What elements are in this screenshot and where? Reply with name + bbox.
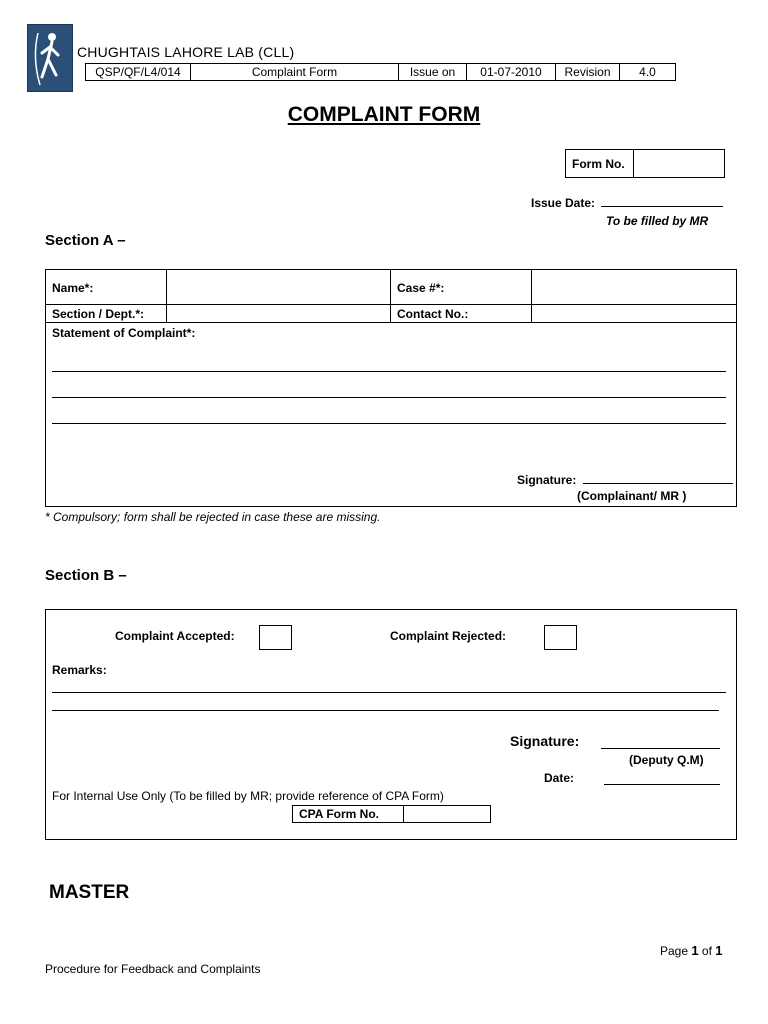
- remarks-line-1[interactable]: [52, 692, 726, 693]
- page-total: 1: [715, 943, 723, 958]
- cpa-label: CPA Form No.: [293, 806, 404, 822]
- rejected-checkbox[interactable]: [544, 625, 577, 650]
- signature-b-label: Signature:: [510, 733, 580, 749]
- lab-name: CHUGHTAIS LAHORE LAB (CLL): [77, 44, 295, 60]
- statement-line-1[interactable]: [52, 371, 726, 372]
- statement-label: Statement of Complaint*:: [52, 326, 196, 340]
- section-a-heading: Section A –: [45, 232, 126, 249]
- signer-a-label: (Complainant/ MR ): [577, 489, 687, 503]
- issue-label: Issue on: [399, 64, 467, 81]
- revision-label: Revision: [556, 64, 620, 81]
- page-prefix: Page: [660, 944, 692, 958]
- page-current: 1: [691, 943, 699, 958]
- form-title: COMPLAINT FORM: [287, 103, 481, 126]
- accepted-label: Complaint Accepted:: [115, 629, 235, 643]
- compulsory-note: * Compulsory; form shall be rejected in case these are missing.: [45, 510, 381, 524]
- form-no-label: Form No.: [566, 150, 634, 177]
- form-no-box: [565, 149, 725, 178]
- internal-note: For Internal Use Only (To be filled by MR; provide reference of CPA Form): [52, 789, 444, 803]
- section-a-box: [45, 269, 737, 507]
- statement-line-2[interactable]: [52, 397, 726, 398]
- issue-date: [531, 196, 723, 210]
- page-of: of: [698, 944, 716, 958]
- remarks-label: Remarks:: [52, 663, 107, 677]
- accepted-checkbox[interactable]: [259, 625, 292, 650]
- mr-note: To be filled by MR: [606, 214, 709, 228]
- revision-value: 4.0: [620, 64, 676, 81]
- signature-a: [517, 473, 733, 487]
- document-control-table: [85, 63, 676, 81]
- signature-a-label: Signature:: [517, 473, 577, 487]
- name-field[interactable]: [167, 270, 389, 304]
- issue-value: 01-07-2010: [467, 64, 556, 81]
- case-label: Case #*:: [397, 281, 445, 295]
- contact-label: Contact No.:: [397, 307, 469, 321]
- remarks-line-2[interactable]: [52, 710, 719, 711]
- contact-field[interactable]: [532, 305, 736, 322]
- lab-logo: [27, 24, 73, 92]
- cpa-field[interactable]: [404, 806, 490, 822]
- section-b-heading: Section B –: [45, 567, 127, 584]
- date-field[interactable]: [604, 784, 720, 785]
- page-number: [660, 943, 723, 958]
- form-no-field[interactable]: [634, 150, 724, 177]
- issue-date-field[interactable]: [601, 206, 723, 207]
- signature-a-field[interactable]: [583, 483, 733, 484]
- name-label: Name*:: [52, 281, 94, 295]
- case-field[interactable]: [532, 270, 736, 304]
- doc-title: Complaint Form: [191, 64, 399, 81]
- section-dept-label: Section / Dept.*:: [52, 307, 145, 321]
- cpa-form-box: [292, 805, 491, 823]
- footer-text: Procedure for Feedback and Complaints: [45, 962, 261, 976]
- section-dept-field[interactable]: [167, 305, 389, 322]
- doc-code: QSP/QF/L4/014: [86, 64, 191, 81]
- signature-b-field[interactable]: [601, 748, 720, 749]
- issue-date-label: Issue Date:: [531, 196, 596, 210]
- rejected-label: Complaint Rejected:: [390, 629, 507, 643]
- statement-line-3[interactable]: [52, 423, 726, 424]
- signer-b-label: (Deputy Q.M): [629, 753, 704, 767]
- section-b-box: [45, 609, 737, 840]
- date-label: Date:: [544, 771, 575, 785]
- master-stamp: MASTER: [49, 882, 130, 903]
